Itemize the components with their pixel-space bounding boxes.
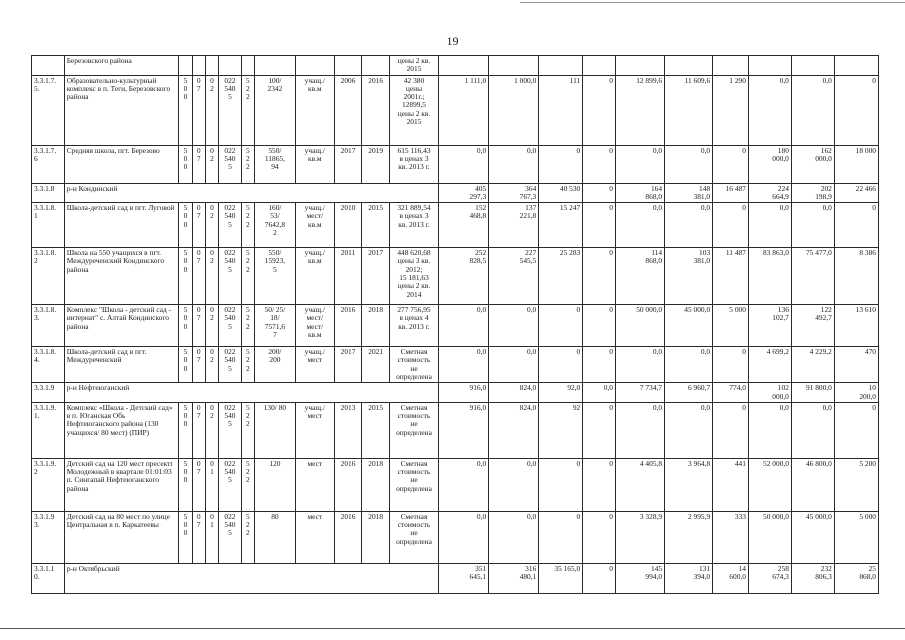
amount-cell-5: 164 868,0 [615,183,664,203]
capacity-cell: 120 [254,458,295,511]
capital-investment-table [31,55,879,594]
amount-cell-1: 351 645,1 [439,563,489,593]
table-row [32,402,879,458]
budget-code-cell: 0 2 [205,347,218,383]
end-year-cell: 2015 [362,203,390,248]
budget-code-cell: 022 540 5 [219,511,242,563]
unit-cell: учащ./ мест/ кв.м [295,203,334,248]
capacity-cell: 80 [254,511,295,563]
amount-cell-7: 0 [713,347,749,383]
empty-cell [254,56,295,76]
amount-cell-1: 0,0 [439,511,489,563]
budget-code-cell: 5 2 2 [241,145,254,183]
estimated-cost-cell: 277 756,95 в ценах 4 кв. 2013 г. [389,305,438,347]
amount-cell-9: 122 492,7 [791,305,834,347]
budget-code-cell: 5 0 0 [179,75,192,145]
empty-cell [205,56,218,76]
budget-code-cell: 022 540 5 [219,458,242,511]
number-cell [32,56,65,76]
number-cell: 3.3.1.1 0. [32,563,65,593]
amount-cell-3: 92,0 [539,383,583,403]
amount-cell-7: 774,0 [713,383,749,403]
amount-cell-5: 50 000,0 [615,305,664,347]
budget-code-cell: 0 7 [192,248,205,305]
budget-code-cell: 0 7 [192,458,205,511]
amount-cell-5: 114 868,0 [615,248,664,305]
amount-cell-10: 18 000 [834,145,878,183]
amount-cell-10: 0 [834,75,878,145]
object-name-cell: Школа-детский сад в пгт. Луговой [64,203,179,248]
amount-cell-2: 316 480,1 [489,563,539,593]
unit-cell: учащ./ кв.м [295,248,334,305]
district-name-cell: р-н Октябрьский [64,563,438,593]
amount-cell-5: 0,0 [615,145,664,183]
amount-cell-7: 0 [713,402,749,458]
capacity-cell: 550/ 15923, 5 [254,248,295,305]
object-name-cell: Образовательно-культурный комплекс в п. Теги, Березовского района [64,75,179,145]
district-row [32,183,879,203]
budget-code-cell: 5 0 0 [179,458,192,511]
budget-code-cell: 5 2 2 [241,347,254,383]
amount-cell-4: 0 [583,402,616,458]
number-cell: 3.3.1.8. 2 [32,248,65,305]
amount-cell-7: 441 [713,458,749,511]
amount-cell-7: 0 [713,145,749,183]
start-year-cell: 2010 [334,203,362,248]
amount-cell-4: 0 [583,248,616,305]
object-name-cell: Комплекс "Школа - детский сад - интернат" с. Алтай Кондинского района [64,305,179,347]
budget-code-cell: 0 7 [192,305,205,347]
estimated-cost-cell: 448 620,68 цены 3 кв. 2012; 15 181,63 цены 2 кв. 2014 [389,248,438,305]
amount-cell-5: 3 328,9 [615,511,664,563]
amount-cell-6: 0,0 [665,347,713,383]
object-name-cell: Школа на 550 учащихся в пгт. Междуреченский Кондинского района [64,248,179,305]
empty-cell [665,56,713,76]
end-year-cell: 2017 [362,248,390,305]
page-number: 19 [446,34,459,48]
amount-cell-10: 470 [834,347,878,383]
capacity-cell: 130/ 80 [254,402,295,458]
amount-cell-2: 0,0 [489,305,539,347]
amount-cell-1: 405 297,3 [439,183,489,203]
amount-cell-9: 232 806,3 [791,563,834,593]
number-cell: 3.3.1.9. 1. [32,402,65,458]
amount-cell-9: 75 477,0 [791,248,834,305]
estimated-cost-cell: Сметная стоимость не определена [389,511,438,563]
object-name-cell: Школа-детский сад в пгт. Междуреченский [64,347,179,383]
number-cell: 3.3.1.9 [32,383,65,403]
amount-cell-7: 5 000 [713,305,749,347]
empty-cell [219,56,242,76]
start-year-cell: 2016 [334,511,362,563]
end-year-cell: 2018 [362,305,390,347]
empty-cell [439,56,489,76]
unit-cell: учащ./ кв.м [295,145,334,183]
budget-code-cell: 0 7 [192,347,205,383]
amount-cell-8: 0,0 [748,402,791,458]
budget-code-cell: 5 2 2 [241,75,254,145]
amount-cell-10: 8 386 [834,248,878,305]
amount-cell-8: 0,0 [748,203,791,248]
amount-cell-2: 0,0 [489,145,539,183]
district-name-cell: р-н Кондинский [64,183,438,203]
amount-cell-7: 16 487 [713,183,749,203]
budget-code-cell: 0 2 [205,75,218,145]
amount-cell-6: 3 964,8 [665,458,713,511]
start-year-cell: 2017 [334,347,362,383]
amount-cell-6: 11 609,6 [665,75,713,145]
amount-cell-9: 0,0 [791,203,834,248]
scan-edge-top [520,2,905,3]
empty-cell [179,56,192,76]
budget-code-cell: 0 2 [205,203,218,248]
amount-cell-2: 0,0 [489,458,539,511]
amount-cell-8: 50 000,0 [748,511,791,563]
capacity-cell: 550/ 11865, 94 [254,145,295,183]
empty-cell [834,56,878,76]
amount-cell-10: 0 [834,402,878,458]
amount-cell-5: 12 899,6 [615,75,664,145]
object-name-cell: Комплекс «Школа - Детский сад» в п. Юганская Обь Нефтеюганского района (130 учащихся/ 80 мест) (ПИР) [64,402,179,458]
unit-cell: мест [295,458,334,511]
estimated-cost-cell: 321 889,54 в ценах 3 кв. 2013 г. [389,203,438,248]
unit-cell: учащ./ мест [295,402,334,458]
amount-cell-9: 0,0 [791,402,834,458]
amount-cell-10: 5 200 [834,458,878,511]
amount-cell-8: 52 000,0 [748,458,791,511]
amount-cell-1: 252 828,5 [439,248,489,305]
amount-cell-2: 824,0 [489,383,539,403]
empty-cell [539,56,583,76]
empty-cell [615,56,664,76]
amount-cell-3: 35 165,0 [539,563,583,593]
amount-cell-8: 4 699,2 [748,347,791,383]
amount-cell-3: 92 [539,402,583,458]
amount-cell-4: 0 [583,305,616,347]
amount-cell-7: 0 [713,203,749,248]
amount-cell-3: 0 [539,458,583,511]
table-body [32,56,879,594]
unit-cell: учащ./ кв.м [295,75,334,145]
end-year-cell: 2018 [362,511,390,563]
amount-cell-4: 0 [583,183,616,203]
amount-cell-3: 40 530 [539,183,583,203]
capacity-cell: 200/ 200 [254,347,295,383]
amount-cell-5: 0,0 [615,402,664,458]
start-year-cell: 2006 [334,75,362,145]
amount-cell-5: 0,0 [615,203,664,248]
amount-cell-8: 224 664,9 [748,183,791,203]
start-year-cell: 2013 [334,402,362,458]
budget-code-cell: 022 540 5 [219,145,242,183]
budget-code-cell: 0 7 [192,511,205,563]
budget-code-cell: 5 0 0 [179,402,192,458]
amount-cell-8: 0,0 [748,75,791,145]
object-name-cell: Детский сад на 120 мест пресектt Молодежный в квартале 01:01:03 п. Сингапай Нефтеюганского района [64,458,179,511]
budget-code-cell: 5 0 0 [179,145,192,183]
amount-cell-8: 136 102,7 [748,305,791,347]
budget-code-cell: 5 0 0 [179,511,192,563]
budget-code-cell: 0 2 [205,248,218,305]
amount-cell-4: 0 [583,511,616,563]
amount-cell-6: 131 394,0 [665,563,713,593]
capacity-cell: 160/ 53/ 7642,8 2 [254,203,295,248]
budget-code-cell: 022 540 5 [219,347,242,383]
budget-code-cell: 5 2 2 [241,402,254,458]
budget-code-cell: 022 540 5 [219,402,242,458]
amount-cell-1: 0,0 [439,145,489,183]
amount-cell-7: 1 290 [713,75,749,145]
table-row [32,203,879,248]
table-row [32,347,879,383]
start-year-cell: 2016 [334,458,362,511]
object-name-cell: Березовского района [64,56,179,76]
empty-cell [295,56,334,76]
amount-cell-9: 162 000,0 [791,145,834,183]
budget-code-cell: 5 0 0 [179,248,192,305]
capacity-cell: 50/ 25/ 18/ 7571,6 7 [254,305,295,347]
amount-cell-5: 4 405,8 [615,458,664,511]
start-year-cell: 2011 [334,248,362,305]
continuation-row [32,56,879,76]
unit-cell: мест [295,511,334,563]
amount-cell-10: 5 000 [834,511,878,563]
table-row [32,75,879,145]
empty-cell [334,56,362,76]
amount-cell-9: 0,0 [791,75,834,145]
amount-cell-7: 14 600,0 [713,563,749,593]
amount-cell-3: 0 [539,145,583,183]
amount-cell-2: 1 000,0 [489,75,539,145]
number-cell: 3.3.1.9 3. [32,511,65,563]
amount-cell-4: 0,0 [583,383,616,403]
amount-cell-6: 0,0 [665,402,713,458]
table-row [32,511,879,563]
budget-code-cell: 0 2 [205,145,218,183]
table-row [32,248,879,305]
start-year-cell: 2016 [334,305,362,347]
empty-cell [362,56,390,76]
amount-cell-8: 258 674,3 [748,563,791,593]
amount-cell-4: 0 [583,563,616,593]
amount-cell-4: 0 [583,75,616,145]
amount-cell-2: 0,0 [489,511,539,563]
amount-cell-4: 0 [583,203,616,248]
number-cell: 3.3.1.9. 2 [32,458,65,511]
number-cell: 3.3.1.8. 3. [32,305,65,347]
amount-cell-2: 0,0 [489,347,539,383]
budget-code-cell: 0 2 [205,402,218,458]
estimated-cost-cell: Сметная стоимость не определена [389,458,438,511]
amount-cell-7: 333 [713,511,749,563]
amount-cell-6: 6 960,7 [665,383,713,403]
budget-code-cell: 5 0 0 [179,203,192,248]
end-year-cell: 2021 [362,347,390,383]
amount-cell-1: 0,0 [439,458,489,511]
amount-cell-8: 180 000,0 [748,145,791,183]
budget-code-cell: 5 2 2 [241,458,254,511]
end-year-cell: 2016 [362,75,390,145]
budget-code-cell: 022 540 5 [219,305,242,347]
amount-cell-7: 11 487 [713,248,749,305]
budget-code-cell: 022 540 5 [219,75,242,145]
amount-cell-3: 111 [539,75,583,145]
number-cell: 3.3.1.7. 5. [32,75,65,145]
amount-cell-9: 4 229,2 [791,347,834,383]
table-row [32,305,879,347]
amount-cell-3: 0 [539,347,583,383]
amount-cell-2: 137 221,8 [489,203,539,248]
amount-cell-8: 83 863,0 [748,248,791,305]
amount-cell-6: 45 000,0 [665,305,713,347]
amount-cell-3: 15 247 [539,203,583,248]
amount-cell-10: 22 466 [834,183,878,203]
start-year-cell: 2017 [334,145,362,183]
amount-cell-2: 227 545,5 [489,248,539,305]
amount-cell-3: 25 283 [539,248,583,305]
amount-cell-6: 0,0 [665,145,713,183]
amount-cell-1: 1 111,0 [439,75,489,145]
budget-code-cell: 5 2 2 [241,511,254,563]
budget-code-cell: 5 2 2 [241,248,254,305]
budget-code-cell: 0 7 [192,402,205,458]
amount-cell-2: 824,0 [489,402,539,458]
amount-cell-3: 0 [539,305,583,347]
amount-cell-8: 102 000,0 [748,383,791,403]
amount-cell-5: 7 734,7 [615,383,664,403]
estimated-cost-cell: 615 116,43 в ценах 3 кв. 2013 г. [389,145,438,183]
number-cell: 3.3.1.8. 4. [32,347,65,383]
budget-code-cell: 0 7 [192,75,205,145]
amount-cell-10: 0 [834,203,878,248]
amount-cell-10: 13 610 [834,305,878,347]
budget-code-cell: 5 2 2 [241,203,254,248]
amount-cell-10: 25 868,0 [834,563,878,593]
end-year-cell: 2019 [362,145,390,183]
amount-cell-3: 0 [539,511,583,563]
estimated-cost-cell: Сметная стоимость не определена [389,347,438,383]
amount-cell-1: 152 468,8 [439,203,489,248]
empty-cell [241,56,254,76]
empty-cell [748,56,791,76]
amount-cell-6: 103 381,0 [665,248,713,305]
budget-code-cell: 0 2 [205,305,218,347]
amount-cell-1: 916,0 [439,383,489,403]
empty-cell [192,56,205,76]
unit-cell: учащ./ мест/ мест/ кв.м [295,305,334,347]
empty-cell [713,56,749,76]
budget-code-cell: 0 7 [192,203,205,248]
budget-code-cell: 5 2 2 [241,305,254,347]
district-row [32,383,879,403]
amount-cell-4: 0 [583,145,616,183]
empty-cell [489,56,539,76]
budget-code-cell: 022 540 5 [219,248,242,305]
end-year-cell: 2015 [362,402,390,458]
amount-cell-5: 145 994,0 [615,563,664,593]
district-name-cell: р-н Нефтеюганский [64,383,438,403]
end-year-cell: 2018 [362,458,390,511]
amount-cell-9: 45 000,0 [791,511,834,563]
unit-cell: учащ./ мест [295,347,334,383]
empty-cell [583,56,616,76]
empty-cell [791,56,834,76]
amount-cell-4: 0 [583,458,616,511]
capacity-cell: 100/ 2342 [254,75,295,145]
number-cell: 3.3.1.8 [32,183,65,203]
budget-code-cell: 0 7 [192,145,205,183]
scan-edge-bottom [0,628,905,629]
amount-cell-6: 2 995,9 [665,511,713,563]
district-row [32,563,879,593]
budget-code-cell: 0 1 [205,458,218,511]
table-row [32,458,879,511]
estimated-cost-cell: цены 2 кв. 2015 [389,56,438,76]
table-row [32,145,879,183]
budget-code-cell: 5 0 0 [179,347,192,383]
estimated-cost-cell: Сметная стоимость не определена [389,402,438,458]
budget-code-cell: 0 1 [205,511,218,563]
budget-code-cell: 022 540 5 [219,203,242,248]
amount-cell-2: 364 767,3 [489,183,539,203]
amount-cell-1: 0,0 [439,347,489,383]
amount-cell-4: 0 [583,347,616,383]
amount-cell-5: 0,0 [615,347,664,383]
amount-cell-9: 202 198,9 [791,183,834,203]
amount-cell-1: 0,0 [439,305,489,347]
amount-cell-9: 91 800,0 [791,383,834,403]
object-name-cell: Детский сад на 80 мест по улице Центральная в п. Каркатеевы [64,511,179,563]
amount-cell-6: 0,0 [665,203,713,248]
amount-cell-6: 148 381,0 [665,183,713,203]
amount-cell-1: 916,0 [439,402,489,458]
object-name-cell: Средняя школа, пгт. Березово [64,145,179,183]
amount-cell-10: 10 200,0 [834,383,878,403]
estimated-cost-cell: 42 380 цены 2001г.; 12899,5 цены 2 кв. 2015 [389,75,438,145]
budget-code-cell: 5 0 0 [179,305,192,347]
number-cell: 3.3.1.7. 6 [32,145,65,183]
number-cell: 3.3.1.8. 1 [32,203,65,248]
amount-cell-9: 46 800,0 [791,458,834,511]
